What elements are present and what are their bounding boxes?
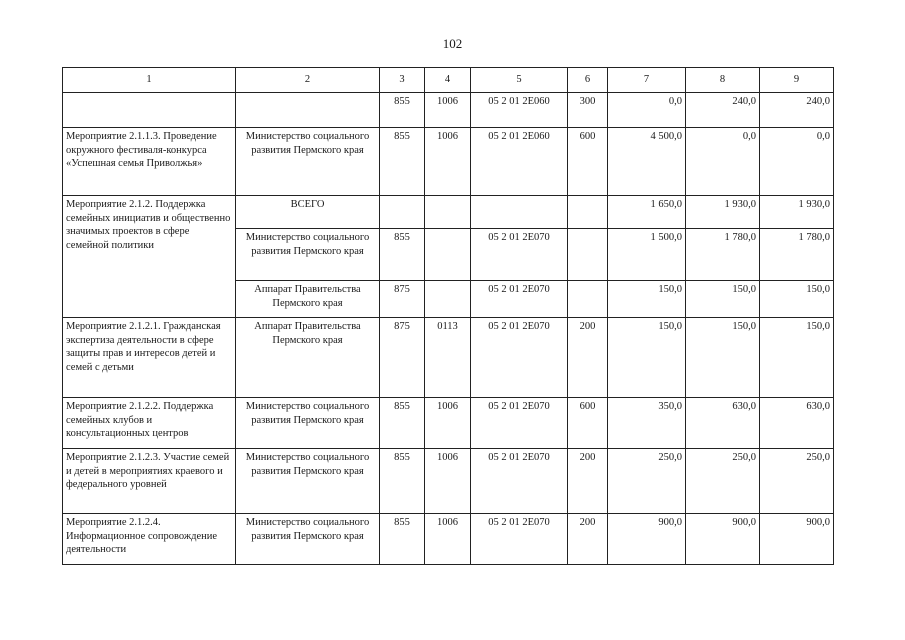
expense-type-cell	[568, 196, 608, 229]
header-cell: 4	[425, 68, 471, 93]
target-code-cell: 05 2 01 2Е070	[471, 318, 568, 398]
amount-cell-year2: 630,0	[686, 398, 760, 449]
target-code-cell: 05 2 01 2Е070	[471, 398, 568, 449]
activity-cell	[63, 93, 236, 128]
amount-cell-year1: 0,0	[608, 93, 686, 128]
amount-cell-year1: 4 500,0	[608, 128, 686, 196]
target-code-cell: 05 2 01 2Е070	[471, 514, 568, 565]
amount-cell-year1: 1 650,0	[608, 196, 686, 229]
target-code-cell	[471, 196, 568, 229]
amount-cell-year2: 250,0	[686, 449, 760, 514]
executor-cell: Аппарат Правительства Пермского края	[236, 281, 380, 318]
section-code-cell: 1006	[425, 514, 471, 565]
amount-cell-year3: 1 930,0	[760, 196, 834, 229]
header-row	[63, 68, 834, 93]
amount-cell-year2: 1 780,0	[686, 229, 760, 281]
target-code-cell: 05 2 01 2Е060	[471, 93, 568, 128]
amount-cell-year2: 240,0	[686, 93, 760, 128]
header-cell: 6	[568, 68, 608, 93]
amount-cell-year1: 350,0	[608, 398, 686, 449]
amount-cell-year1: 150,0	[608, 281, 686, 318]
admin-code-cell: 855	[380, 514, 425, 565]
admin-code-cell: 875	[380, 318, 425, 398]
amount-cell-year2: 1 930,0	[686, 196, 760, 229]
target-code-cell: 05 2 01 2Е070	[471, 281, 568, 318]
expense-type-cell: 300	[568, 93, 608, 128]
table-row	[63, 196, 834, 229]
page-number: 102	[442, 36, 463, 51]
target-code-cell: 05 2 01 2Е070	[471, 229, 568, 281]
expense-type-cell: 200	[568, 318, 608, 398]
section-code-cell: 1006	[425, 398, 471, 449]
section-code-cell: 1006	[425, 128, 471, 196]
amount-cell-year2: 0,0	[686, 128, 760, 196]
admin-code-cell: 855	[380, 229, 425, 281]
amount-cell-year3: 0,0	[760, 128, 834, 196]
amount-cell-year3: 1 780,0	[760, 229, 834, 281]
amount-cell-year1: 150,0	[608, 318, 686, 398]
amount-cell-year1: 900,0	[608, 514, 686, 565]
header-cell: 9	[760, 68, 834, 93]
table-row	[63, 449, 834, 514]
expense-type-cell: 600	[568, 398, 608, 449]
expense-type-cell: 600	[568, 128, 608, 196]
executor-cell	[236, 93, 380, 128]
amount-cell-year3: 250,0	[760, 449, 834, 514]
expense-type-cell	[568, 229, 608, 281]
header-cell: 1	[63, 68, 236, 93]
section-code-cell: 0113	[425, 318, 471, 398]
target-code-cell: 05 2 01 2Е070	[471, 449, 568, 514]
table-row	[63, 318, 834, 398]
executor-cell: Министерство социального развития Пермского края	[236, 449, 380, 514]
table-row	[63, 93, 834, 128]
header-cell: 7	[608, 68, 686, 93]
executor-cell: Министерство социального развития Пермского края	[236, 514, 380, 565]
admin-code-cell: 855	[380, 449, 425, 514]
header-cell: 3	[380, 68, 425, 93]
activity-cell: Мероприятие 2.1.2.3. Участие семей и детей в мероприятиях краевого и федерального уровней	[63, 449, 236, 514]
table-row	[63, 128, 834, 196]
amount-cell-year3: 630,0	[760, 398, 834, 449]
amount-cell-year2: 150,0	[686, 318, 760, 398]
admin-code-cell: 855	[380, 128, 425, 196]
amount-cell-year2: 150,0	[686, 281, 760, 318]
section-code-cell	[425, 229, 471, 281]
executor-cell: Министерство социального развития Пермского края	[236, 128, 380, 196]
amount-cell-year1: 250,0	[608, 449, 686, 514]
expense-type-cell	[568, 281, 608, 318]
activity-cell: Мероприятие 2.1.2.4. Информационное сопровождение деятельности	[63, 514, 236, 565]
admin-code-cell: 875	[380, 281, 425, 318]
amount-cell-year3: 240,0	[760, 93, 834, 128]
executor-cell: ВСЕГО	[236, 196, 380, 229]
activity-cell: Мероприятие 2.1.2.2. Поддержка семейных клубов и консультационных центров	[63, 398, 236, 449]
activity-cell: Мероприятие 2.1.2. Поддержка семейных инициатив и общественно значимых проектов в сфере семейной политики	[63, 196, 236, 318]
amount-cell-year1: 1 500,0	[608, 229, 686, 281]
executor-cell: Аппарат Правительства Пермского края	[236, 318, 380, 398]
amount-cell-year2: 900,0	[686, 514, 760, 565]
activity-cell: Мероприятие 2.1.2.1. Гражданская экспертиза деятельности в сфере защиты прав и интересов детей и семей с детьми	[63, 318, 236, 398]
section-code-cell	[425, 281, 471, 318]
section-code-cell: 1006	[425, 93, 471, 128]
table-row	[63, 398, 834, 449]
header-cell: 5	[471, 68, 568, 93]
admin-code-cell: 855	[380, 398, 425, 449]
admin-code-cell	[380, 196, 425, 229]
amount-cell-year3: 150,0	[760, 281, 834, 318]
admin-code-cell: 855	[380, 93, 425, 128]
executor-cell: Министерство социального развития Пермского края	[236, 229, 380, 281]
table-row	[63, 514, 834, 565]
activity-cell: Мероприятие 2.1.1.3. Проведение окружного фестиваля-конкурса «Успешная семья Приволжья»	[63, 128, 236, 196]
target-code-cell: 05 2 01 2Е060	[471, 128, 568, 196]
section-code-cell	[425, 196, 471, 229]
header-cell: 2	[236, 68, 380, 93]
amount-cell-year3: 150,0	[760, 318, 834, 398]
header-cell: 8	[686, 68, 760, 93]
budget-table	[62, 67, 834, 565]
expense-type-cell: 200	[568, 449, 608, 514]
executor-cell: Министерство социального развития Пермского края	[236, 398, 380, 449]
section-code-cell: 1006	[425, 449, 471, 514]
expense-type-cell: 200	[568, 514, 608, 565]
amount-cell-year3: 900,0	[760, 514, 834, 565]
